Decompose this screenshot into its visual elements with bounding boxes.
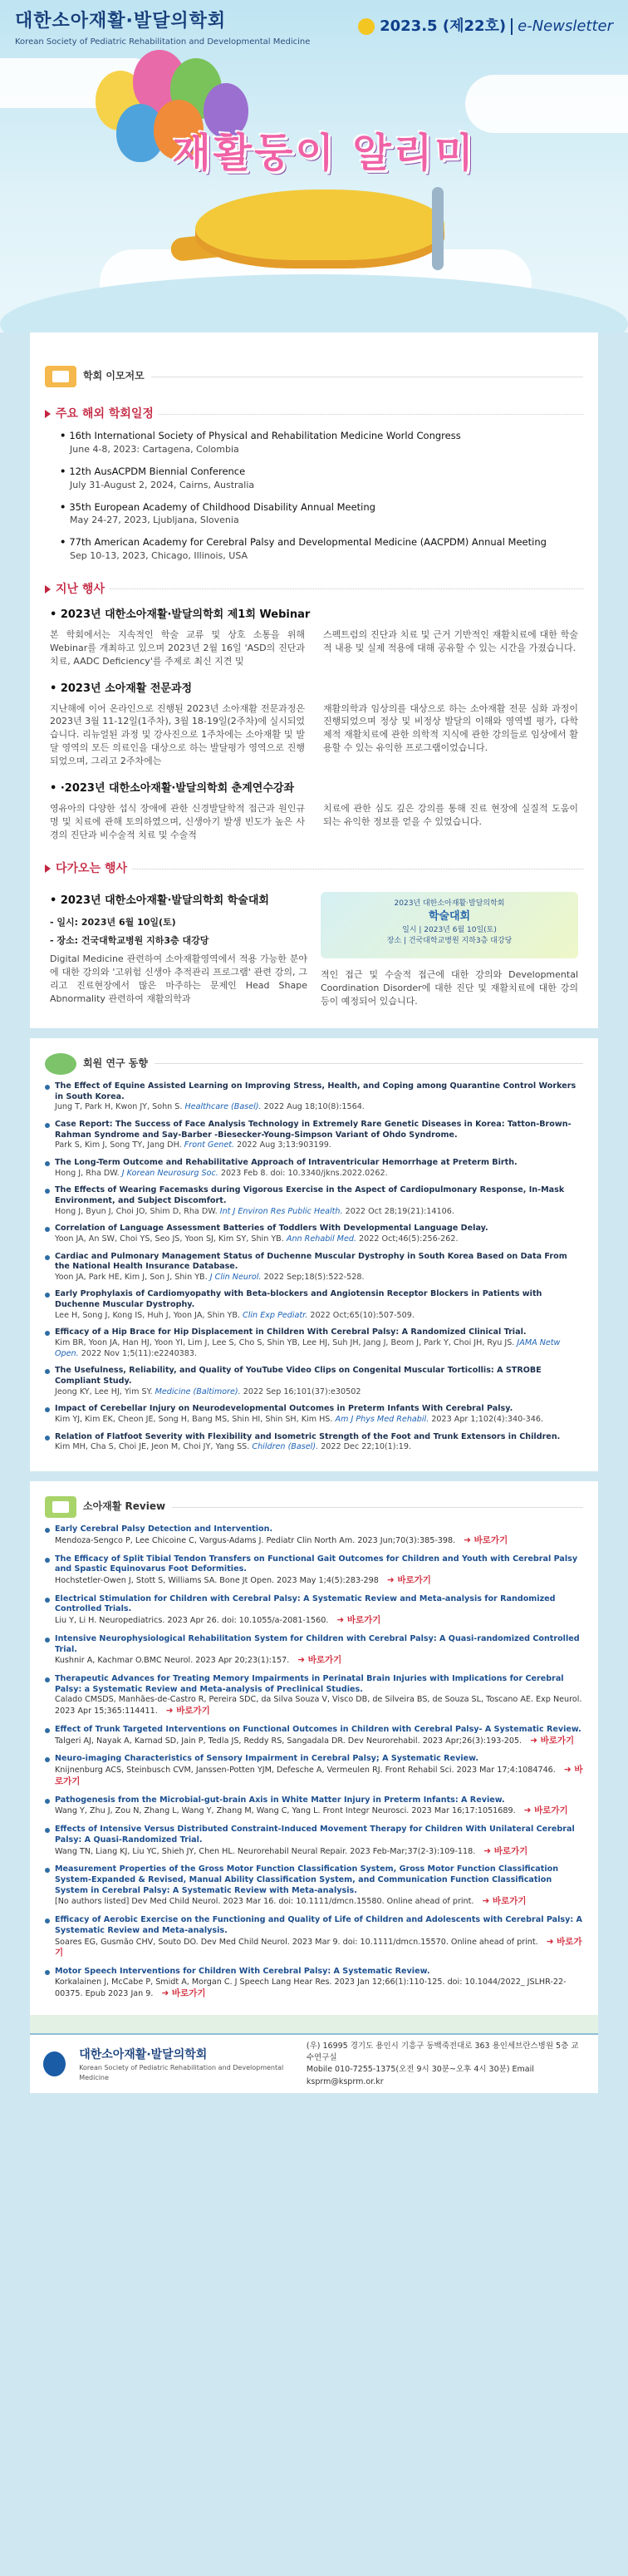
research-journal[interactable]: J Clin Neurol. <box>209 1272 262 1282</box>
event-name: • 35th European Academy of Childhood Disability Annual Meeting <box>60 500 583 515</box>
section-title: 소아재활 Review <box>83 1500 166 1513</box>
review-title: Electrical Stimulation for Children with Cerebral Palsy: A Systematic Review and Meta-analysis for Randomized Controlled Trials. <box>55 1593 556 1614</box>
footer-address-line: (우) 16995 경기도 용인시 기흥구 동백죽전대로 363 용인세브란스병원 5층 교수연구실 <box>306 2041 579 2063</box>
issue-number: 2023.5 (제22호) <box>380 17 507 35</box>
arrow-right-icon: ➜ <box>530 1735 541 1746</box>
research-details: 2022 Sep 16;101(37):e30502 <box>243 1387 361 1396</box>
research-item <box>45 1366 583 1397</box>
event-date: July 31-August 2, 2024, Cairns, Australia <box>70 479 255 490</box>
poster-subtitle: 2023년 대한소아재활·발달의학회 <box>394 899 505 909</box>
society-name-en: Korean Society of Pediatric Rehabilitation and Developmental Medicine <box>15 37 311 47</box>
divider <box>172 1507 583 1508</box>
divider <box>159 414 583 415</box>
review-item <box>45 1594 583 1627</box>
subsection-heading <box>45 860 583 877</box>
go-link-label: 바로가기 <box>540 1735 575 1746</box>
review-reference: Mendoza-Sengco P, Lee Chicoine C, Vargus-Adams J. Pediatr Clin North Am. 2023 Jun;70(3):385-398. <box>55 1535 456 1545</box>
research-title: Cardiac and Pulmonary Management Status of Duchenne Muscular Dystrophy in South Korea Based on Data From the National Health Insurance Database. <box>55 1251 567 1272</box>
review-reference: Liu Y, Li H. Neuropediatrics. 2023 Apr 26. doi: 10.1055/a-2081-1560. <box>55 1616 329 1626</box>
news-text: 재활의학과 임상의를 대상으로 하는 소아재활 전문 심화 과정이 진행되었으며 정상 및 비정상 발달의 이해와 영역별 평가, 다학제적 재활치료에 관한 의학적 지식에 관한 강의들로 임상에서 활용할 수 있는 유익한 프로그램이었습니다. <box>323 702 578 754</box>
review-citation <box>55 1978 583 2000</box>
review-citation <box>55 1695 583 1717</box>
upcoming-title: • 2023년 대한소아재활·발달의학회 학술대회 <box>50 894 307 909</box>
research-item <box>45 1158 583 1179</box>
research-item <box>45 1289 583 1321</box>
arrow-right-icon: ➜ <box>464 1534 474 1545</box>
research-citation <box>55 1140 583 1151</box>
research-item <box>45 1432 583 1453</box>
review-reference: [No authors listed] Dev Med Child Neurol. 2023 Mar 16. doi: 10.1111/dmcn.15580. Online ahead of print. <box>55 1897 474 1907</box>
review-title: The Efficacy of Split Tibial Tendon Transfers on Functional Gait Outcomes for Children and Youth with Cerebral Palsy and Spastic Equinovarus Foot Deformities. <box>55 1554 578 1574</box>
news-title: • 2023년 대한소아재활·발달의학회 제1회 Webinar <box>50 608 583 623</box>
footer-org-en: Korean Society of Pediatric Rehabilitation and Developmental Medicine <box>79 2064 284 2081</box>
society-logo <box>43 2051 66 2076</box>
go-link-label: 바로가기 <box>176 1706 210 1717</box>
go-link-label: 바로가기 <box>397 1574 431 1585</box>
research-title: Efficacy of a Hip Brace for Hip Displacement in Children With Cerebral Palsy: A Randomized Clinical Trial. <box>55 1327 527 1337</box>
research-details: 2022 Aug 18;10(8):1564. <box>263 1102 365 1112</box>
review-citation <box>55 1615 583 1627</box>
review-citation <box>55 1937 583 1960</box>
review-title: Effect of Trunk Targeted Interventions on Functional Outcomes in Children with Cerebral Palsy- A Systematic Review. <box>55 1724 581 1734</box>
research-item <box>45 1224 583 1244</box>
research-item <box>45 1327 583 1359</box>
research-authors: Lee H, Song J, Kong IS, Huh J, Yoon JA, Shin YB. <box>55 1310 240 1320</box>
go-link-button[interactable] <box>166 1706 210 1716</box>
event-date: May 24-27, 2023, Ljubljana, Slovenia <box>70 515 239 526</box>
review-item <box>45 1795 583 1818</box>
list-item <box>60 500 583 528</box>
list-item <box>60 535 583 563</box>
research-details: 2022 Oct 28;19(21):14106. <box>345 1206 454 1216</box>
review-citation <box>55 1535 583 1547</box>
review-reference: Kushnir A, Kachmar O.BMC Neurol. 2023 Apr 20;23(1):157. <box>55 1656 290 1666</box>
research-citation <box>55 1207 583 1218</box>
research-authors: Park S, Kim J, Song TY, Jang DH. <box>55 1140 182 1150</box>
news-text: 치료에 관한 심도 깊은 강의를 통해 진료 현장에 실질적 도움이 되는 유익한 정보를 얻을 수 있었습니다. <box>323 803 578 827</box>
review-reference: Wang Y, Zhu J, Zou N, Zhang L, Wang Y, Zhang M, Wang C, Yang L. Front Integr Neurosci. 2023 Mar 16;17:1051689. <box>55 1806 516 1816</box>
list-item <box>60 465 583 492</box>
news-body <box>45 702 583 769</box>
triangle-icon <box>45 585 51 594</box>
research-title: Case Report: The Success of Face Analysis Technology in Extremely Rare Genetic Diseases in Korea: Tatton-Brown-Rahman Syndrome and Say-Barber -Biesecker-Young-Simpson Variant of Ohdo Syndrome. <box>55 1119 572 1140</box>
issue-info <box>358 8 613 45</box>
research-title: The Effects of Wearing Facemasks during Vigorous Exercise in the Aspect of Cardiopulmonary Response, In-Mask Environment, and Subject Discomfort. <box>55 1185 565 1205</box>
event-date: June 4-8, 2023: Cartagena, Colombia <box>70 443 239 455</box>
research-authors: Yoon JA, An SW, Choi YS, Seo JS, Yoon SJ, Kim SY, Shin YB. <box>55 1234 284 1244</box>
research-title: The Effect of Equine Assisted Learning on Improving Stress, Health, and Coping among Quarantine Control Workers in South Korea. <box>55 1081 576 1101</box>
hill <box>0 274 628 332</box>
review-reference: Korkalainen J, McCabe P, Smidt A, Morgan C. J Speech Lang Hear Res. 2023 Jan 12;66(1):110-125. doi: 10.1044/2022_ JSLHR-22-00375. Epub 2023 Jan 9. <box>55 1977 567 1998</box>
go-link-button[interactable] <box>482 1896 526 1906</box>
research-journal[interactable]: Children (Basel). <box>252 1442 319 1452</box>
news-text: 스펙트럼의 진단과 치료 및 근거 기반적인 재활치료에 대한 학술적 내용 및 실제 적용에 대해 공유할 수 있는 시간을 가졌습니다. <box>323 628 578 653</box>
research-journal[interactable]: J Korean Neurosurg Soc. <box>121 1168 218 1178</box>
review-item <box>45 1524 583 1547</box>
poster-place: 장소 | 건국대학교병원 지하3층 대강당 <box>386 937 513 946</box>
review-citation <box>55 1805 583 1817</box>
research-citation <box>55 1338 583 1359</box>
review-item <box>45 1754 583 1787</box>
research-authors: Jeong KY, Lee HJ, Yim SY. <box>55 1387 153 1396</box>
review-item <box>45 1915 583 1959</box>
go-link-button[interactable] <box>530 1736 574 1746</box>
newsletter-title: 재활둥이 알리미 <box>172 130 476 176</box>
go-link-label: 바로가기 <box>346 1615 381 1626</box>
research-journal[interactable]: Healthcare (Basel). <box>184 1102 262 1112</box>
research-journal[interactable]: Front Genet. <box>184 1140 235 1150</box>
research-authors: Hong J, Rha DW. <box>55 1168 120 1178</box>
review-item <box>45 1825 583 1857</box>
news-body <box>45 802 583 842</box>
upcoming-text: Digital Medicine 관련하여 소아재활영역에서 적용 가능한 분야에 대한 강의와 '고위험 신생아 추적관리 프로그램' 관련 강의, 그리고 진료현장에서 많은 마주하는 문제인 Head Shape Abnormality 관련하여 재활의학과 <box>50 953 307 1004</box>
research-citation <box>55 1273 583 1283</box>
review-item <box>45 1967 583 1999</box>
review-title: Pathogenesis from the Microbial-gut-brain Axis in White Matter Injury in Preterm Infants: A Review. <box>55 1795 505 1805</box>
arrow-right-icon: ➜ <box>523 1805 535 1816</box>
subsection-heading <box>45 406 583 422</box>
research-details: 2022 Oct;65(10):507-509. <box>310 1310 415 1320</box>
research-title: Relation of Flatfoot Severity with Flexibility and Isometric Strength of the Foot and Trunk Extensors in Children. <box>55 1431 561 1441</box>
plane-illustration <box>195 190 444 268</box>
grass-divider <box>30 2015 598 2033</box>
research-details: 2023 Feb 8. doi: 10.3340/jkns.2022.0262. <box>220 1168 388 1178</box>
go-link-label: 바로가기 <box>492 1896 527 1907</box>
news-title: • ·2023년 대한소아재활·발달의학회 춘계연수강좌 <box>50 781 583 797</box>
research-authors: Kim MH, Cha S, Choi JE, Jeon M, Choi JY, Yang SS. <box>55 1442 250 1452</box>
arrow-right-icon: ➜ <box>165 1706 177 1717</box>
arrow-right-icon: ➜ <box>386 1574 398 1585</box>
news-text: 지난해에 이어 온라인으로 진행된 2023년 소아재활 전문과정은 2023년 3월 11-12일(1주차), 3월 18-19일(2주차)에 실시되었습니다. 리뉴얼된 과정 및 강사진으로 1주차에는 소아재활 및 발달 영역의 모든 의료인을 대상으로 하는 발달평가 영역으로 진행되었으며, 그리고 2주차에는 <box>50 702 305 767</box>
cloud <box>465 75 628 133</box>
arrow-right-icon: ➜ <box>483 1845 494 1856</box>
review-title: Therapeutic Advances for Treating Memory Impairments in Perinatal Brain Injuries with Implications for Cerebral Palsy: a Systematic Review and Meta-analysis of Preclinical Studies. <box>55 1674 564 1694</box>
research-item <box>45 1404 583 1425</box>
research-item <box>45 1185 583 1217</box>
event-date: Sep 10-13, 2023, Chicago, Illinois, USA <box>70 549 248 561</box>
section-title: 회원 연구 동향 <box>83 1057 148 1070</box>
header-bar <box>0 0 628 53</box>
research-list <box>45 1081 583 1453</box>
research-details: 2023 Apr 1;102(4):340-346. <box>431 1415 544 1425</box>
review-reference: Soares EG, Gusmão CHV, Souto DO. Dev Med Child Neurol. 2023 Mar 9. doi: 10.1111/dmcn.15570. Online ahead of print. <box>55 1937 538 1947</box>
research-citation <box>55 1311 583 1322</box>
go-link-button[interactable] <box>336 1615 380 1625</box>
news-body <box>45 628 583 668</box>
upcoming-event <box>45 884 583 1008</box>
review-citation <box>55 1846 583 1858</box>
section-header <box>45 351 583 394</box>
review-reference: Calado CMSDS, Manhães-de-Castro R, Pereira SDC, da Silva Souza V, Visco DB, de Silveira BS, de Souza SL, Toscano AE. Exp Neurol. 2023 Apr 15;365:114411. <box>55 1695 582 1717</box>
research-citation <box>55 1169 583 1180</box>
event-name: • 77th American Academy for Cerebral Palsy and Developmental Medicine (AACPDM) Annual Meeting <box>60 535 583 549</box>
review-citation <box>55 1655 583 1667</box>
hero-banner <box>0 0 628 332</box>
footer <box>30 2033 598 2093</box>
research-item <box>45 1252 583 1283</box>
review-item <box>45 1864 583 1908</box>
event-name: • 16th International Society of Physical and Rehabilitation Medicine World Congress <box>60 429 583 443</box>
go-link-label: 바로가기 <box>307 1655 342 1666</box>
section-header <box>45 1481 583 1524</box>
research-title: Correlation of Language Assessment Batteries of Toddlers With Developmental Language Delay. <box>55 1224 488 1234</box>
review-reference: Talgeri AJ, Nayak A, Karnad SD, Jain P, Tedla JS, Reddy RS, Sangadala DR. Dev Neurorehabil. 2023 Apr;26(3):193-205. <box>55 1736 523 1746</box>
go-link-label: 바로가기 <box>55 1936 582 1958</box>
arrow-right-icon: ➜ <box>482 1896 493 1907</box>
go-link-button[interactable] <box>297 1655 341 1665</box>
bottom-spacer <box>0 2093 628 2106</box>
research-details: 2022 Aug 3;13:903199. <box>237 1140 331 1150</box>
research-authors: Kim BR, Yoon JA, Han HJ, Yoon YI, Lim J, Lee S, Cho S, Shin YB, Lee HJ, Suh JH, Jang J, Beom J, Park Y, Choi JH, Ryu JS. <box>55 1338 515 1348</box>
review-title: Neuro-imaging Characteristics of Sensory Impairment in Cerebral Palsy; A Systematic Review. <box>55 1754 479 1764</box>
review-title: Efficacy of Aerobic Exercise on the Functioning and Quality of Life of Children and Adolescents with Cerebral Palsy: A Systematic Review and Meta-analysis. <box>55 1915 582 1935</box>
go-link-label: 바로가기 <box>473 1534 508 1545</box>
research-journal[interactable]: Ann Rehabil Med. <box>286 1234 356 1244</box>
subsection-title: 지난 행사 <box>56 582 105 596</box>
section-society-news <box>30 332 598 1028</box>
review-citation <box>55 1765 583 1788</box>
leaf-icon <box>45 1053 76 1075</box>
event-name: • 12th AusACPDM Biennial Conference <box>60 465 583 479</box>
review-list <box>45 1524 583 1999</box>
research-journal[interactable]: Am J Phys Med Rehabil. <box>335 1415 429 1425</box>
upcoming-place: - 장소: 건국대학교병원 지하3층 대강당 <box>50 934 209 946</box>
research-authors: Yoon JA, Park HE, Kim J, Son J, Shin YB. <box>55 1272 208 1282</box>
review-title: Intensive Neurophysiological Rehabilitation System for Children with Cerebral Palsy: A Quasi-randomized Controlled Trial. <box>55 1633 580 1654</box>
go-link-label: 바로가기 <box>534 1805 568 1816</box>
poster-title: 학술대회 <box>428 910 471 924</box>
go-link-button[interactable] <box>464 1535 508 1545</box>
research-journal[interactable]: JAMA Netw Open. <box>55 1338 561 1358</box>
research-journal[interactable]: Clin Exp Pediatr. <box>243 1310 308 1320</box>
section-review <box>30 1481 598 2015</box>
review-citation <box>55 1575 583 1587</box>
research-citation <box>55 1102 583 1113</box>
go-link-button[interactable] <box>483 1846 527 1856</box>
research-details: 2022 Sep;18(5):522-528. <box>263 1272 365 1282</box>
subsection-heading <box>45 581 583 598</box>
arrow-right-icon: ➜ <box>563 1765 575 1776</box>
go-link-label: 바로가기 <box>171 1987 206 1998</box>
section-member-research <box>30 1038 598 1471</box>
research-details: 2022 Dec 22;10(1):19. <box>321 1442 412 1452</box>
go-link-button[interactable] <box>161 1988 205 1998</box>
news-title: • 2023년 소아재활 전문과정 <box>50 682 583 697</box>
subsection-title: 주요 해외 학회일정 <box>56 407 154 421</box>
triangle-icon <box>45 864 51 873</box>
research-citation <box>55 1387 583 1398</box>
arrow-right-icon: ➜ <box>297 1655 308 1666</box>
divider <box>511 18 513 35</box>
arrow-right-icon: ➜ <box>161 1987 172 1998</box>
research-citation <box>55 1442 583 1453</box>
arrow-right-icon: ➜ <box>546 1936 557 1947</box>
go-link-button[interactable] <box>387 1575 431 1585</box>
research-journal[interactable]: Medicine (Baltimore). <box>155 1387 241 1396</box>
divider <box>155 1063 583 1064</box>
review-title: Early Cerebral Palsy Detection and Intervention. <box>55 1524 273 1534</box>
research-title: Early Prophylaxis of Cardiomyopathy with Beta-blockers and Angiotensin Receptor Blockers in Patients with Duchenne Muscular Dystrophy. <box>55 1289 542 1310</box>
review-item <box>45 1634 583 1667</box>
news-text: 본 학회에서는 지속적인 학술 교류 및 상호 소통을 위해 Webinar를 개최하고 있으며 2023년 2월 16일 'ASD의 진단과 치료, AADC Deficiency'를 주제로 최신 지견 및 <box>50 628 305 667</box>
research-title: The Usefulness, Reliability, and Quality of YouTube Video Clips on Congenital Muscular Torticollis: A STROBE Compliant Study. <box>55 1366 542 1387</box>
research-title: Impact of Cerebellar Injury on Neurodevelopmental Outcomes in Preterm Infants With Cerebral Palsy. <box>55 1404 513 1414</box>
subsection-title: 다가오는 행사 <box>56 861 128 875</box>
research-details: 2022 Oct;46(5):256-262. <box>359 1234 459 1244</box>
society-name: 대한소아재활·발달의학회 <box>15 11 227 32</box>
section-header <box>45 1038 583 1081</box>
newsletter-label: e-Newsletter <box>518 17 613 35</box>
research-details: 2022 Nov 1;5(11):e2240383. <box>81 1348 198 1358</box>
go-link-button[interactable] <box>524 1805 568 1815</box>
review-item <box>45 1725 583 1747</box>
go-link-label: 바로가기 <box>493 1845 528 1856</box>
review-reference: Wang TN, Liang KJ, Liu YC, Shieh JY, Chen HL. Neurorehabil Neural Repair. 2023 Feb-Mar;37(2-3):109-118. <box>55 1846 476 1856</box>
footer-contact: Mobile 010-7255-1375(오전 9시 30분~오후 4시 30분) Email ksprm@ksprm.or.kr <box>306 2065 534 2086</box>
section-title: 학회 이모저모 <box>83 370 145 382</box>
triangle-icon <box>45 410 51 418</box>
book-icon <box>45 1496 76 1518</box>
footer-address <box>307 2041 585 2088</box>
review-item <box>45 1554 583 1587</box>
research-authors: Jung T, Park H, Kwon JY, Sohn S. <box>55 1102 183 1112</box>
laptop-icon <box>45 366 76 387</box>
review-item <box>45 1674 583 1717</box>
review-citation <box>55 1736 583 1747</box>
upcoming-date: - 일시: 2023년 6월 10일(토) <box>50 917 176 928</box>
research-title: The Long-Term Outcome and Rehabilitative Approach of Intraventricular Hemorrhage at Preterm Birth. <box>55 1157 518 1167</box>
review-title: Measurement Properties of the Gross Motor Function Classification System, Gross Motor Function Classification System-Expanded & Revised, Manual Ability Classification System, and Communication Function Classification System in Cerebral Palsy: A Systematic Review with Meta-analysis. <box>55 1864 559 1895</box>
news-text: 영유아의 다양한 섭식 장애에 관한 신경발달학적 접근과 원인규명 및 치료에 관해 토의하였으며, 신생아기 발생 빈도가 높은 사경의 진단과 비수술적 치료 및 수술적 <box>50 803 305 840</box>
research-item <box>45 1120 583 1151</box>
research-citation <box>55 1234 583 1245</box>
poster-date: 일시 | 2023년 6월 10일(토) <box>402 926 497 935</box>
review-title: Effects of Intensive Versus Distributed Constraint-Induced Movement Therapy for Children With Unilateral Cerebral Palsy: A Quasi-Randomized Trial. <box>55 1825 575 1845</box>
research-authors: Kim YJ, Kim EK, Cheon JE, Song H, Bang MS, Shin HI, Shin SH, Kim HS. <box>55 1415 333 1425</box>
upcoming-text: 적인 접근 및 수술적 접근에 대한 강의와 Developmental Coordination Disorder에 대한 진단 및 재활치료에 대한 강의 등이 예정되어 있습니다. <box>321 969 578 1007</box>
list-item <box>60 429 583 456</box>
review-citation <box>55 1896 583 1908</box>
plane-propeller <box>432 187 444 270</box>
arrow-right-icon: ➜ <box>336 1615 347 1626</box>
sun-icon <box>358 18 375 35</box>
review-reference: Hochstetler-Owen J, Stott S, Williams SA. Bone Jt Open. 2023 May 1;4(5):283-298 <box>55 1575 379 1585</box>
footer-org: 대한소아재활·발달의학회 <box>79 2047 208 2061</box>
go-link-label: 바로가기 <box>55 1765 583 1786</box>
review-reference: Knijnenburg ACS, Steinbusch CVM, Janssen-Potten YJM, Defesche A, Vermeulen RJ. Front Rehabil Sci. 2023 Mar 17;4:1084746. <box>55 1766 556 1776</box>
research-item <box>45 1081 583 1113</box>
research-authors: Hong J, Byun J, Choi JO, Shim D, Rha DW. <box>55 1206 218 1216</box>
research-citation <box>55 1415 583 1426</box>
event-poster[interactable] <box>321 892 578 958</box>
review-title: Motor Speech Interventions for Children With Cerebral Palsy: A Systematic Review. <box>55 1967 430 1977</box>
research-journal[interactable]: Int J Environ Res Public Health. <box>219 1206 343 1216</box>
